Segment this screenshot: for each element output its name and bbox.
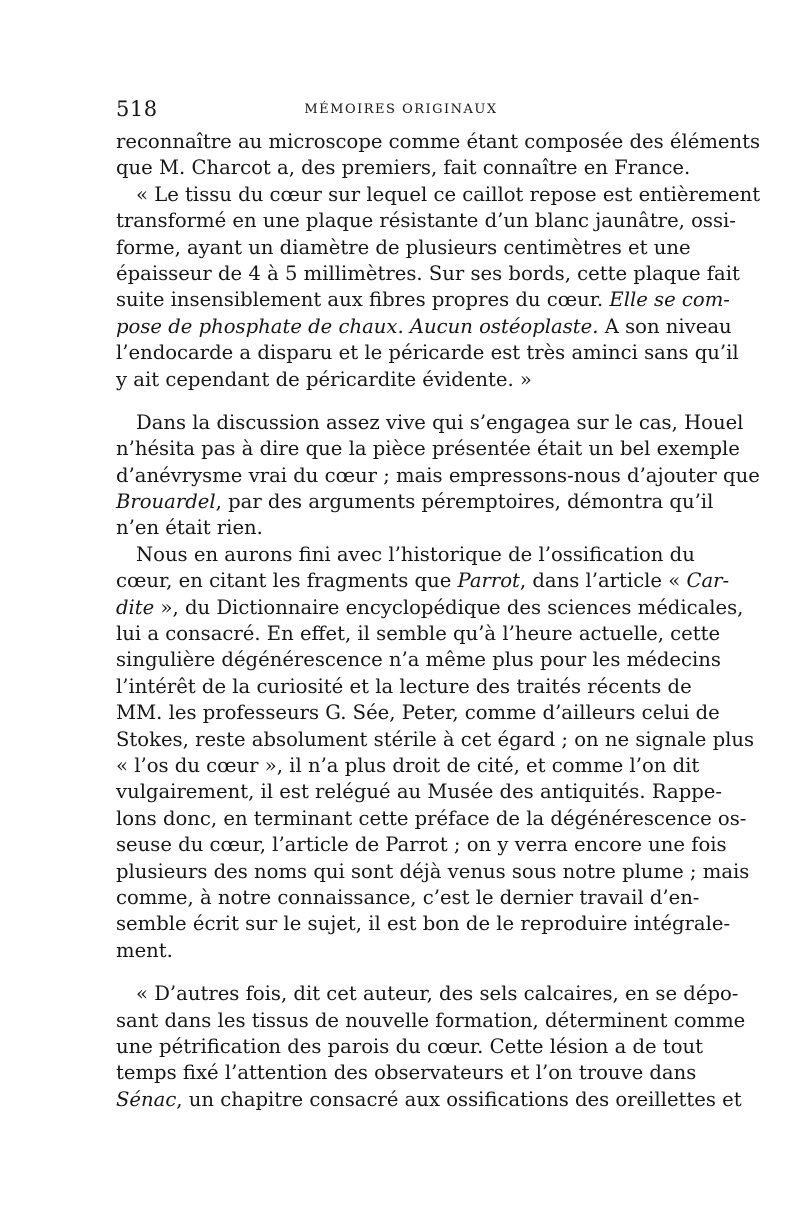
text-line bbox=[116, 1087, 742, 1113]
text-line bbox=[116, 568, 730, 594]
italic-fragment: Brouardel bbox=[116, 490, 216, 514]
text-line bbox=[116, 287, 730, 313]
italic-fragment: Parrot bbox=[457, 569, 520, 593]
text-line bbox=[116, 489, 714, 515]
text-line: singulière dégénérescence n’a même plus pour les médecins bbox=[116, 648, 721, 672]
text-line: que M. Charcot a, des premiers, fait connaître en France. bbox=[116, 156, 691, 180]
paragraph bbox=[116, 542, 755, 964]
text-fragment: , dans l’article « bbox=[519, 569, 687, 593]
text-line: y ait cependant de péricardite évidente. » bbox=[116, 367, 532, 391]
text-line: n’hésita pas à dire que la pièce présentée était un bel exemple bbox=[116, 437, 740, 461]
text-line: l’endocarde a disparu et le péricarde est très aminci sans qu’il bbox=[116, 341, 739, 365]
paragraph-continuation bbox=[116, 129, 761, 182]
text-line: ment. bbox=[116, 938, 173, 962]
text-line: « l’os du cœur », il n’a plus droit de cité, et comme l’on dit bbox=[116, 753, 700, 777]
text-line: plusieurs des noms qui sont déjà venus sous notre plume ; mais bbox=[116, 859, 750, 883]
paragraph-quotation bbox=[116, 182, 761, 393]
text-line: comme, à notre connaissance, c’est le dernier travail d’en- bbox=[116, 885, 700, 909]
text-line: vulgairement, il est relégué au Musée des antiquités. Rappe- bbox=[116, 780, 722, 804]
italic-fragment: Sénac bbox=[116, 1087, 177, 1111]
page-number: 518 bbox=[116, 97, 158, 121]
text-fragment: », du Dictionnaire encyclopédique des sciences médicales, bbox=[154, 595, 744, 619]
italic-fragment: Elle se com- bbox=[609, 288, 730, 312]
page-header bbox=[116, 96, 686, 126]
text-line: n’en était rien. bbox=[116, 516, 263, 540]
text-fragment: , par des arguments péremptoires, démontra qu’il bbox=[215, 490, 714, 514]
text-line: sant dans les tissus de nouvelle formation, déterminent comme bbox=[116, 1008, 746, 1032]
text-line: temps fixé l’attention des observateurs et l’on trouve dans bbox=[116, 1061, 697, 1085]
text-line bbox=[116, 595, 744, 621]
text-line: reconnaître au microscope comme étant composée des éléments bbox=[116, 130, 761, 153]
text-line: d’anévrysme vrai du cœur ; mais empressons-nous d’ajouter que bbox=[116, 463, 760, 487]
body-text bbox=[116, 129, 761, 1113]
text-line: « D’autres fois, dit cet auteur, des sels calcaires, en se dépo- bbox=[136, 982, 739, 1006]
paragraph-quotation bbox=[116, 981, 746, 1113]
text-line: Stokes, reste absolument stérile à cet égard ; on ne signale plus bbox=[116, 727, 755, 751]
italic-fragment: dite bbox=[116, 595, 155, 619]
text-line: épaisseur de 4 à 5 millimètres. Sur ses bords, cette plaque fait bbox=[116, 261, 740, 285]
text-line: lui a consacré. En effet, il semble qu’à l’heure actuelle, cette bbox=[116, 622, 721, 646]
italic-fragment: pose de phosphate de chaux. Aucun ostéoplaste. bbox=[116, 314, 599, 338]
italic-fragment: Car- bbox=[686, 569, 730, 593]
text-line bbox=[116, 314, 732, 340]
text-fragment: A son niveau bbox=[598, 314, 732, 338]
text-line: l’intérêt de la curiosité et la lecture des traités récents de bbox=[116, 674, 692, 698]
text-line: « Le tissu du cœur sur lequel ce caillot repose est entièrement bbox=[136, 182, 761, 206]
paragraph bbox=[116, 410, 760, 542]
text-line: MM. les professeurs G. Sée, Peter, comme d’ailleurs celui de bbox=[116, 701, 720, 725]
text-line: lons donc, en terminant cette préface de la dégénérescence os- bbox=[116, 806, 747, 830]
text-line: Nous en aurons fini avec l’historique de l’ossification du bbox=[136, 542, 695, 566]
text-fragment: suite insensiblement aux fibres propres du cœur. bbox=[116, 288, 604, 312]
text-line: une pétrification des parois du cœur. Cette lésion a de tout bbox=[116, 1034, 704, 1058]
text-line: seuse du cœur, l’article de Parrot ; on y verra encore une fois bbox=[116, 833, 727, 857]
text-fragment: cœur, en citant les fragments que bbox=[116, 569, 458, 593]
text-line: Dans la discussion assez vive qui s’engagea sur le cas, Houel bbox=[136, 410, 744, 434]
text-line: forme, ayant un diamètre de plusieurs centimètres et une bbox=[116, 235, 691, 259]
text-line: semble écrit sur le sujet, il est bon de le reproduire intégrale- bbox=[116, 912, 731, 936]
text-fragment: , un chapitre consacré aux ossifications des oreillettes et bbox=[176, 1087, 742, 1111]
running-title: MÉMOIRES ORIGINAUX bbox=[304, 102, 498, 117]
text-line: transformé en une plaque résistante d’un blanc jaunâtre, ossi- bbox=[116, 209, 736, 233]
